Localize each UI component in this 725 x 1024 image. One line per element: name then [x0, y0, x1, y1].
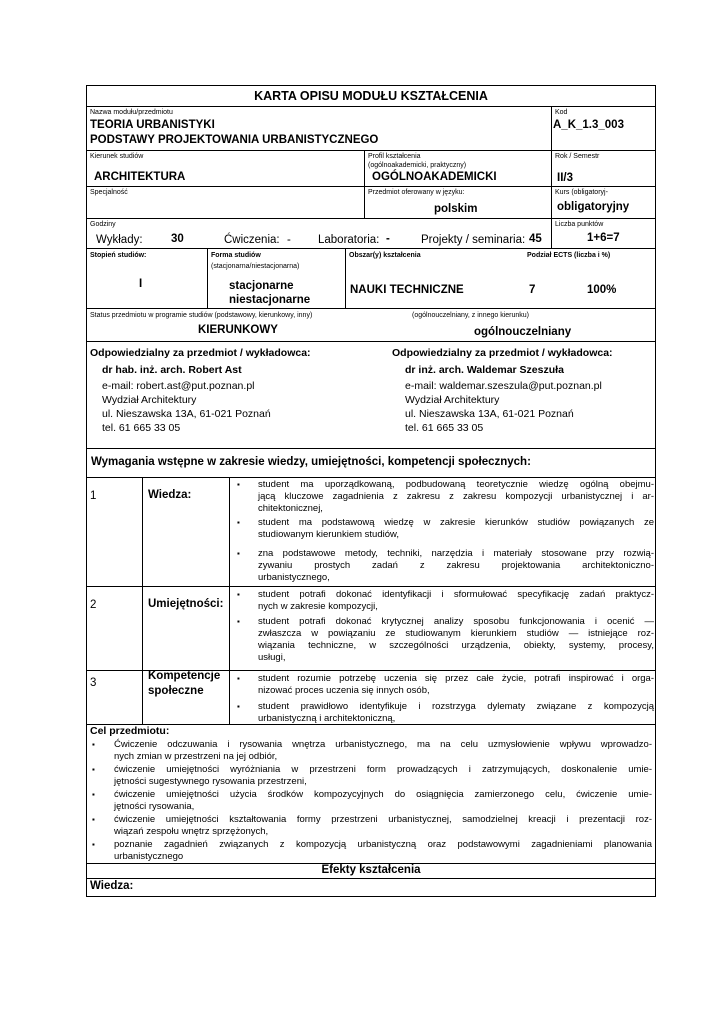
page-title: KARTA OPISU MODUŁU KSZTAŁCENIA [254, 89, 488, 103]
bullet-icon: ▪ [237, 518, 240, 527]
bullet-icon: ▪ [92, 790, 95, 799]
bullet-icon: ▪ [237, 617, 240, 626]
status-value-2: ogólnouczelniany [474, 326, 572, 338]
direction-label: Kierunek studiów [90, 153, 144, 160]
course-label: Kurs (obligatoryj- [555, 189, 608, 196]
points-value: 1+6=7 [587, 232, 620, 244]
responsible-address-left: ul. Nieszawska 13A, 61-021 Poznań [102, 408, 271, 420]
requirement-line: student potrafi dokonać krytycznej analizy sposobu funkcjonowania i ocenić — [258, 616, 654, 627]
module-name-2: PODSTAWY PROJEKTOWANIA URBANISTYCZNEGO [90, 134, 379, 146]
responsible-dept-right: Wydział Architektury [405, 394, 500, 406]
requirement-line: zwłaszcza w powiązaniu ze studiowanym kierunkiem studiów — istniejące roz- [258, 628, 654, 639]
exercises-label: Ćwiczenia: [224, 234, 280, 246]
requirement-line: studiowanym kierunkiem studiów, [258, 529, 399, 540]
bullet-icon: ▪ [92, 765, 95, 774]
divider [86, 477, 656, 478]
goal-item [114, 839, 652, 863]
profile-label: Profil kształcenia [368, 153, 421, 160]
bullet-icon: ▪ [92, 815, 95, 824]
divider [86, 878, 656, 879]
exercises-value: - [287, 234, 291, 246]
goal-line: ćwiczenie umiejętności kształtowania formy przestrzeni urbanistycznej, samodzielnej kreacji i prezentacji roz- [114, 814, 652, 825]
requirement-item [258, 673, 654, 697]
level-value: I [139, 278, 143, 290]
requirement-line: nych w zakresie kompozycji, [258, 601, 378, 612]
requirement-line: student prawidłowo identyfikuje i rozstrzyga dylematy związane z kompozycją [258, 701, 654, 712]
goal-line: urbanistycznego [114, 851, 184, 862]
requirement-line: student potrafi dokonać identyfikacji i sformułować specyfikację zadań praktycz- [258, 589, 654, 600]
responsible-heading-right: Odpowiedzialny za przedmiot / wykładowca: [392, 347, 613, 359]
responsible-dept-left: Wydział Architektury [102, 394, 197, 406]
requirement-line: urbanistyczną i architektoniczną, [258, 713, 396, 724]
bullet-icon: ▪ [237, 549, 240, 558]
req-row-label: Umiejętności: [148, 598, 224, 610]
goal-line: poznanie zagadnień związanych z kompozycją urbanistyczną oraz podstawowymi zagadnieniami planowania [114, 839, 652, 850]
bullet-icon: ▪ [237, 674, 240, 683]
divider [86, 248, 656, 249]
requirement-item [258, 548, 654, 584]
req-row-number: 2 [90, 599, 97, 611]
status-label-2: (ogólnouczelniany, z innego kierunku) [412, 312, 529, 319]
year-label: Rok / Semestr [555, 153, 600, 160]
bullet-icon: ▪ [237, 480, 240, 489]
requirement-line: urbanistycznego, [258, 572, 330, 583]
lab-value: - [386, 233, 390, 245]
divider [86, 586, 656, 587]
goal-line: jętności sugestywnego rysowania przestrzeni, [114, 776, 307, 787]
form-sub-label: (stacjonarna/niestacjonarna) [211, 263, 300, 270]
course-value: obligatoryjny [557, 201, 630, 213]
specialty-label: Specjalność [90, 189, 128, 196]
requirement-item [258, 701, 654, 725]
language-label: Przedmiot oferowany w języku: [368, 189, 465, 196]
divider [86, 341, 656, 342]
requirement-line: student ma podstawową wiedzę w zakresie kierunków studiów powiązanych ze [258, 517, 654, 528]
points-label: Liczba punktów [555, 221, 604, 228]
divider [551, 106, 552, 248]
divider [86, 218, 656, 219]
requirement-line: student ma uporządkowaną, podbudowaną teoretycznie wiedzę ogólną obejmu- [258, 479, 654, 490]
req-row-number: 1 [90, 490, 97, 502]
module-name-1: TEORIA URBANISTYKI [90, 119, 215, 131]
requirement-line: nizować proces uczenia się innych osób, [258, 685, 430, 696]
goal-line: ćwiczenie umiejętności użycia środków kompozycyjnych do osiągnięcia zamierzonego celu, ćwiczenie umie- [114, 789, 652, 800]
divider [207, 248, 208, 308]
requirement-line: wiązania techniczne, w szczególności urządzenia, obiekty, systemy, procesy, [258, 640, 654, 651]
area-value: NAUKI TECHNICZNE [350, 284, 464, 296]
divider [86, 106, 656, 107]
divider [86, 186, 656, 187]
requirement-line: jącą kluczowe zagadnienia z zakresu z zakresu kompozycji urbanistycznej i ar- [258, 491, 654, 502]
goal-item [114, 764, 652, 788]
level-label: Stopień studiów: [90, 252, 147, 259]
requirement-item [258, 517, 654, 541]
responsible-phone-left: tel. 61 665 33 05 [102, 422, 181, 434]
divider [86, 150, 656, 151]
lectures-label: Wykłady: [96, 234, 143, 246]
goal-item [114, 789, 652, 813]
req-row-label: Wiedza: [148, 489, 192, 501]
form-value-1: stacjonarne [229, 280, 294, 292]
direction-value: ARCHITEKTURA [94, 171, 186, 183]
goal-line: Ćwiczenie odczuwania i rysowania wnętrza urbanistycznego, ma na celu uzmysłowienie wpływu wprowadzo- [114, 739, 652, 750]
goal-line: nych zmian w przestrzeni na jej odbiór, [114, 751, 278, 762]
area-label: Obszar(y) kształcenia [349, 252, 421, 259]
goal-line: wiązań zespołu wnętrz sprzężonych, [114, 826, 269, 837]
goal-line: ćwiczenie umiejętności wyróżniania w przestrzeni form prowadzących i zatrzymujących, doskonalenie umie- [114, 764, 652, 775]
status-value: KIERUNKOWY [198, 324, 278, 336]
divider [364, 150, 365, 218]
hours-label: Godziny [90, 221, 116, 228]
ects-label: Podział ECTS (liczba i %) [527, 252, 611, 259]
bullet-icon: ▪ [237, 702, 240, 711]
goal-heading: Cel przedmiotu: [90, 725, 170, 737]
requirement-line: student rozumie potrzebę uczenia się przez całe życie, potrafi inspirować i orga- [258, 673, 654, 684]
req-row-number: 3 [90, 677, 97, 689]
goal-line: jętności rysowania, [114, 801, 195, 812]
divider [229, 477, 230, 724]
module-label: Nazwa modułu/przedmiotu [90, 109, 173, 116]
lab-label: Laboratoria: [318, 234, 380, 246]
year-value: II/3 [557, 172, 573, 184]
area-number: 7 [529, 284, 536, 296]
profile-value: OGÓLNOAKADEMICKI [372, 171, 497, 183]
language-value: polskim [434, 203, 478, 215]
code-label: Kod [555, 109, 568, 116]
effects-heading: Efekty kształcenia [321, 864, 421, 876]
divider [142, 477, 143, 724]
requirement-item [258, 479, 654, 515]
form-label: Forma studiów [211, 252, 261, 259]
req-row-label: Kompetencje [148, 670, 221, 682]
requirements-heading: Wymagania wstępne w zakresie wiedzy, umiejętności, kompetencji społecznych: [91, 456, 531, 468]
bullet-icon: ▪ [92, 740, 95, 749]
projects-label: Projekty / seminaria: [421, 234, 526, 246]
requirement-line: zna podstawowe metody, techniki, narzędzia i materiały stosowane przy rozwią- [258, 548, 654, 559]
requirement-line: zywaniu prostych zadań z zakresu projektowania architektoniczno- [258, 560, 654, 571]
responsible-address-right: ul. Nieszawska 13A, 61-021 Poznań [405, 408, 574, 420]
status-label: Status przedmiotu w programie studiów (podstawowy, kierunkowy, inny) [90, 312, 313, 319]
code-value: A_K_1.3_003 [553, 119, 624, 131]
responsible-heading-left: Odpowiedzialny za przedmiot / wykładowca: [90, 347, 311, 359]
divider [345, 248, 346, 308]
projects-value: 45 [529, 233, 542, 245]
form-value-2: niestacjonarne [229, 294, 311, 306]
responsible-email-left: e-mail: robert.ast@put.poznan.pl [102, 380, 255, 392]
profile-sub-label: (ogólnoakademicki, praktyczny) [368, 162, 467, 169]
requirement-item [258, 616, 654, 664]
divider [86, 308, 656, 309]
requirement-item [258, 589, 654, 613]
bullet-icon: ▪ [92, 840, 95, 849]
requirement-line: chitektonicznej, [258, 503, 323, 514]
effects-knowledge: Wiedza: [90, 880, 134, 892]
lectures-value: 30 [171, 233, 184, 245]
responsible-name-left: dr hab. inż. arch. Robert Ast [102, 364, 242, 376]
goal-item [114, 814, 652, 838]
requirement-line: usługi, [258, 652, 286, 663]
goal-item [114, 739, 652, 763]
divider [86, 448, 656, 449]
responsible-name-right: dr inż. arch. Waldemar Szeszuła [405, 364, 564, 376]
bullet-icon: ▪ [237, 590, 240, 599]
responsible-phone-right: tel. 61 665 33 05 [405, 422, 484, 434]
ects-value: 100% [587, 284, 617, 296]
req-row-label-2: społeczne [148, 685, 204, 697]
responsible-email-right: e-mail: waldemar.szeszula@put.poznan.pl [405, 380, 602, 392]
